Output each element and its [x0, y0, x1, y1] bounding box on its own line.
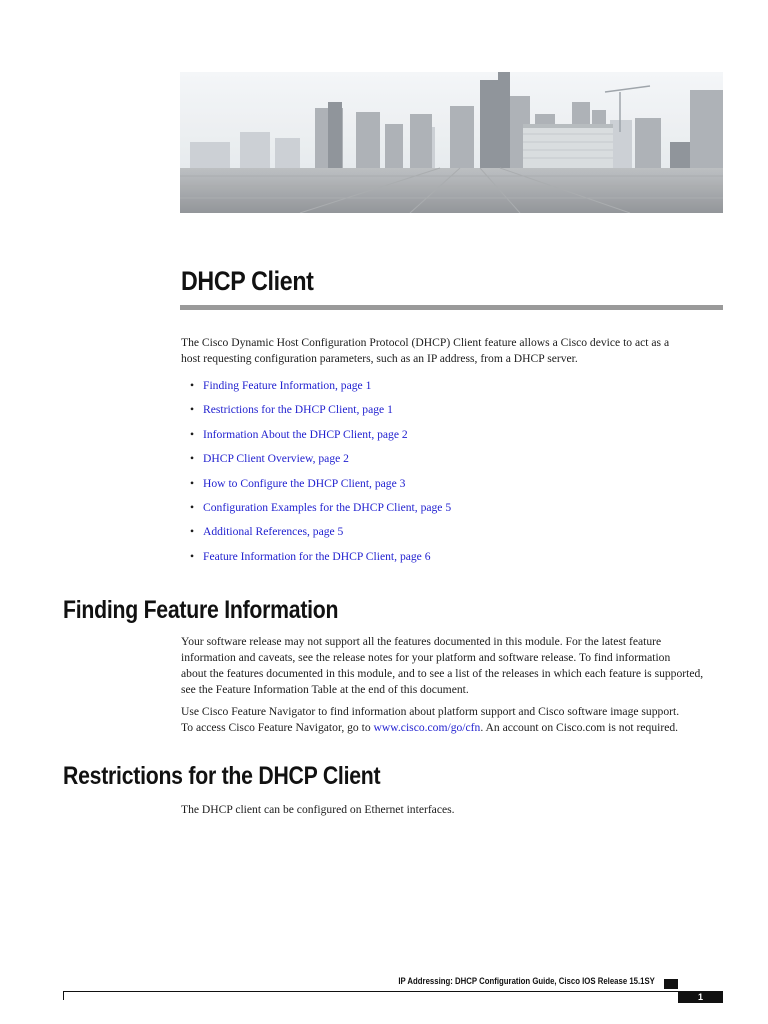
toc-item	[190, 427, 451, 451]
paragraph-line: see the Feature Information Table at the end of this document.	[181, 683, 469, 696]
toc-item	[190, 451, 451, 475]
footer-rule	[63, 991, 723, 992]
footer-marker	[664, 979, 678, 989]
toc-link-additional-references[interactable]: Additional References, page 5	[203, 525, 344, 539]
paragraph-line: Your software release may not support all the features documented in this module. For the latest feature	[181, 635, 662, 648]
paragraph-line: The DHCP client can be configured on Ethernet interfaces.	[181, 803, 455, 816]
footer-tick	[63, 991, 64, 1000]
title-rule	[180, 305, 723, 310]
toc-link-configuration-examples[interactable]: Configuration Examples for the DHCP Client, page 5	[203, 500, 452, 514]
toc-link-restrictions[interactable]: Restrictions for the DHCP Client, page 1	[203, 403, 393, 417]
toc-item	[190, 476, 451, 500]
table-of-contents	[190, 378, 451, 573]
toc-item	[190, 524, 451, 548]
bullet: •	[190, 549, 195, 563]
toc-link-how-to-configure[interactable]: How to Configure the DHCP Client, page 3	[203, 476, 406, 490]
footer-guide-title: IP Addressing: DHCP Configuration Guide, Cisco IOS Release 15.1SY	[398, 976, 655, 987]
toc-item	[190, 500, 451, 524]
intro-paragraph	[181, 335, 726, 367]
bullet: •	[190, 403, 195, 417]
section-heading-finding-feature-information: Finding Feature Information	[63, 596, 339, 624]
chapter-title: DHCP Client	[181, 266, 314, 296]
bullet: •	[190, 476, 195, 490]
city-skyline-image	[180, 72, 723, 213]
toc-link-feature-information[interactable]: Feature Information for the DHCP Client, page 6	[203, 549, 431, 563]
toc-link-overview[interactable]: DHCP Client Overview, page 2	[203, 452, 349, 466]
cisco-feature-navigator-link[interactable]: www.cisco.com/go/cfn	[373, 721, 481, 734]
finding-paragraph-1	[181, 634, 726, 698]
paragraph-line: about the features documented in this module, and to see a list of the releases in which each feature is supported,	[181, 667, 704, 680]
section-heading-restrictions: Restrictions for the DHCP Client	[63, 762, 381, 790]
paragraph-line: Use Cisco Feature Navigator to find information about platform support and Cisco software image support.	[181, 705, 680, 718]
paragraph-line: information and caveats, see the release notes for your platform and software release. To find information	[181, 651, 671, 664]
bullet: •	[190, 427, 195, 441]
bullet: •	[190, 500, 195, 514]
toc-item	[190, 549, 451, 573]
bullet: •	[190, 452, 195, 466]
restrictions-paragraph	[181, 802, 726, 818]
intro-line: host requesting configuration parameters, such as an IP address, from a DHCP server.	[181, 352, 578, 365]
bullet: •	[190, 525, 195, 539]
text-span: To access Cisco Feature Navigator, go to	[181, 721, 374, 734]
toc-item	[190, 402, 451, 426]
toc-link-information-about[interactable]: Information About the DHCP Client, page 2	[203, 427, 408, 441]
bullet: •	[190, 379, 195, 392]
banner-image	[180, 72, 723, 213]
toc-link-finding-feature-information[interactable]: Finding Feature Information, page 1	[203, 379, 372, 392]
finding-paragraph-2	[181, 704, 726, 736]
text-span: . An account on Cisco.com is not required.	[480, 721, 679, 734]
paragraph-line	[181, 720, 726, 736]
toc-item	[190, 378, 451, 402]
page-number: 1	[678, 991, 723, 1003]
intro-line: The Cisco Dynamic Host Configuration Protocol (DHCP) Client feature allows a Cisco device to act as a	[181, 336, 670, 349]
